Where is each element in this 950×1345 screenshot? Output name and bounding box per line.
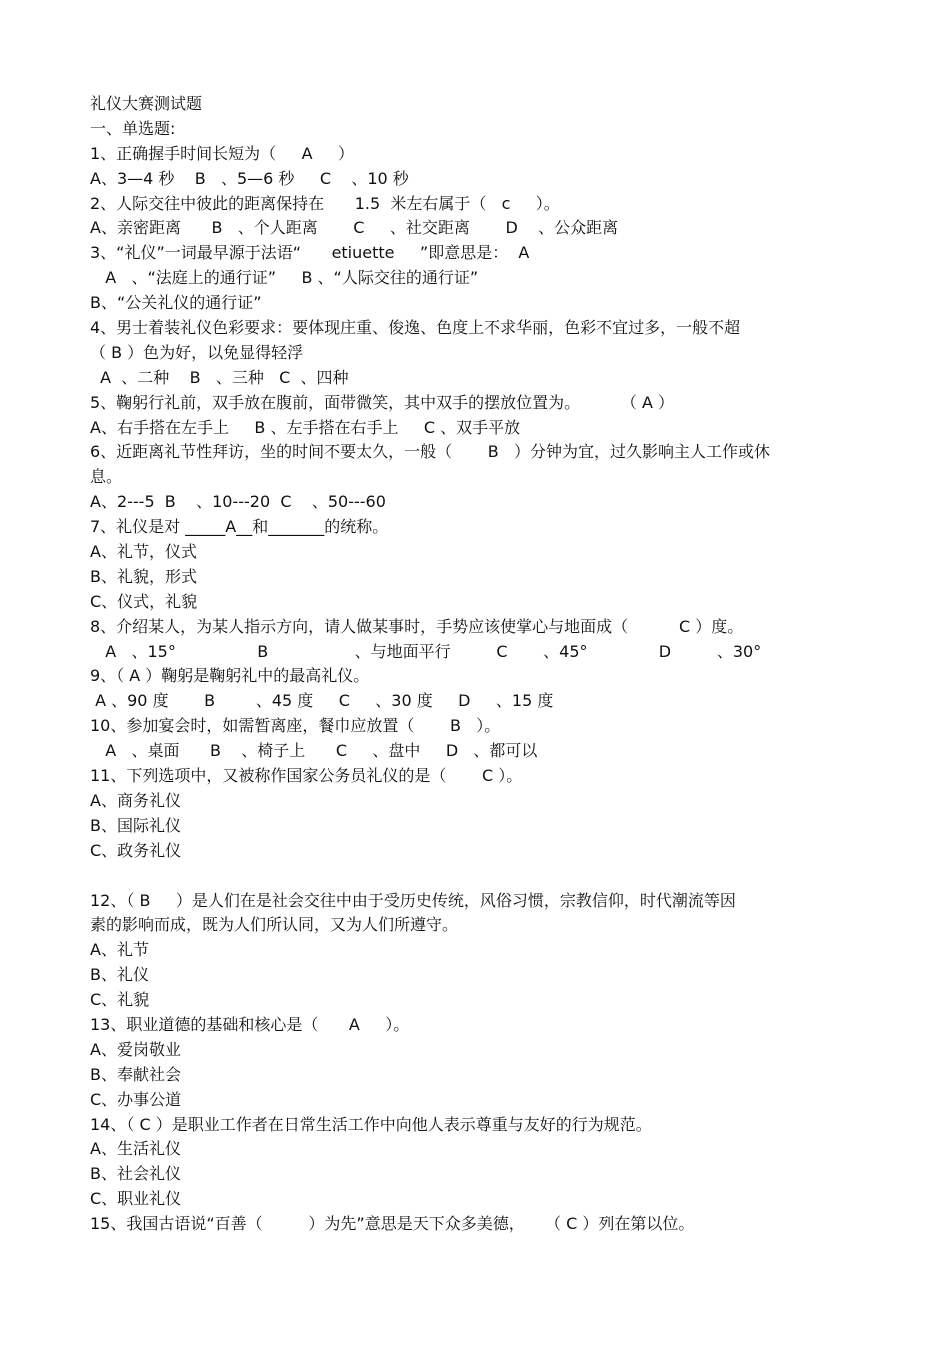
question-3: 3、“礼仪”一词最早源于法语“ etiuette ”即意思是： A (90, 243, 530, 263)
question-3-option-b2: B、“公关礼仪的通行证” (90, 293, 262, 313)
question-7-option-a: A、礼节，仪式 (90, 542, 197, 562)
blank-line (90, 864, 850, 889)
question-10-options: A 、桌面 B 、椅子上 C 、盘中 D 、都可以 (90, 741, 538, 761)
question-8: 8、介绍某人，为某人指示方向，请人做某事时，手势应该使掌心与地面成（ C ）度。 (90, 616, 744, 636)
question-7: 7、礼仪是对 _____A__和_______的统称。 (90, 517, 389, 537)
question-14-option-c: C、职业礼仪 (90, 1189, 182, 1209)
question-6-options: A、2---5 B 、10---20 C 、50---60 (90, 492, 386, 512)
document-body (90, 92, 850, 1237)
question-12-option-c: C、礼貌 (90, 990, 150, 1010)
question-13-option-a: A、爱岗敬业 (90, 1039, 181, 1059)
question-11-option-b: B、国际礼仪 (90, 815, 181, 835)
question-12-cont: 素的影响而成，既为人们所认同，又为人们所遵守。 (90, 915, 459, 935)
question-7-option-c: C、仪式，礼貌 (90, 591, 198, 611)
question-1: 1、正确握手时间长短为（ A ） (90, 143, 354, 163)
question-1-options: A、3—4 秒 B 、5—6 秒 C 、10 秒 (90, 168, 409, 188)
question-5: 5、鞠躬行礼前，双手放在腹前，面带微笑，其中双手的摆放位置为。 （ A ） (90, 392, 674, 412)
question-3-options-ab: A 、“法庭上的通行证” B 、“人际交往的通行证” (90, 268, 479, 288)
question-6: 6、近距离礼节性拜访，坐的时间不要太久，一般（ B ）分钟为宜，过久影响主人工作或休 (90, 442, 771, 462)
question-14-option-a: A、生活礼仪 (90, 1139, 181, 1159)
question-15: 15、我国古语说“百善（ ）为先”意思是天下众多美德， （ C ）列在第以位。 (90, 1214, 695, 1234)
question-6-cont: 息。 (90, 467, 123, 487)
question-5-options: A、右手搭在左手上 B 、左手搭在右手上 C 、双手平放 (90, 417, 521, 437)
question-13-option-c: C、办事公道 (90, 1089, 182, 1109)
question-10: 10、参加宴会时，如需暂离座，餐巾应放置（ B ）。 (90, 716, 501, 736)
question-8-options: A 、15° B 、与地面平行 C 、45° D 、30° (90, 641, 762, 661)
question-12-option-b: B、礼仪 (90, 965, 149, 985)
question-2: 2、人际交往中彼此的距离保持在 1.5 米左右属于（ c ）。 (90, 193, 560, 213)
question-14: 14、（ C ）是职业工作者在日常生活工作中向他人表示尊重与友好的行为规范。 (90, 1114, 652, 1134)
question-7-option-b: B、礼貌，形式 (90, 566, 197, 586)
question-2-options: A、亲密距离 B 、个人距离 C 、社交距离 D 、公众距离 (90, 218, 619, 238)
question-11-option-c: C、政务礼仪 (90, 840, 182, 860)
question-9-options: A 、90 度 B 、45 度 C 、30 度 D 、15 度 (90, 691, 554, 711)
question-12: 12、（ B ）是人们在是社会交往中由于受历史传统，风俗习惯，宗教信仰，时代潮流等因 (90, 890, 736, 910)
section-heading: 一、单选题: (90, 118, 176, 138)
question-14-option-b: B、社会礼仪 (90, 1164, 181, 1184)
question-9: 9、（ A ）鞠躬是鞠躬礼中的最高礼仪。 (90, 666, 370, 686)
question-11-option-a: A、商务礼仪 (90, 790, 181, 810)
question-4-options: A 、二种 B 、三种 C 、四种 (90, 367, 349, 387)
question-13: 13、职业道德的基础和核心是（ A ）。 (90, 1014, 410, 1034)
question-4: 4、男士着装礼仪色彩要求：要体现庄重、俊逸、色度上不求华丽，色彩不宜过多，一般不超 (90, 318, 741, 338)
question-11: 11、下列选项中，又被称作国家公务员礼仪的是（ C ）。 (90, 766, 523, 786)
question-4-cont: （ B ）色为好，以免显得轻浮 (90, 342, 304, 362)
question-12-option-a: A、礼节 (90, 940, 149, 960)
document-title: 礼仪大赛测试题 (90, 94, 203, 113)
question-13-option-b: B、奉献社会 (90, 1064, 181, 1084)
